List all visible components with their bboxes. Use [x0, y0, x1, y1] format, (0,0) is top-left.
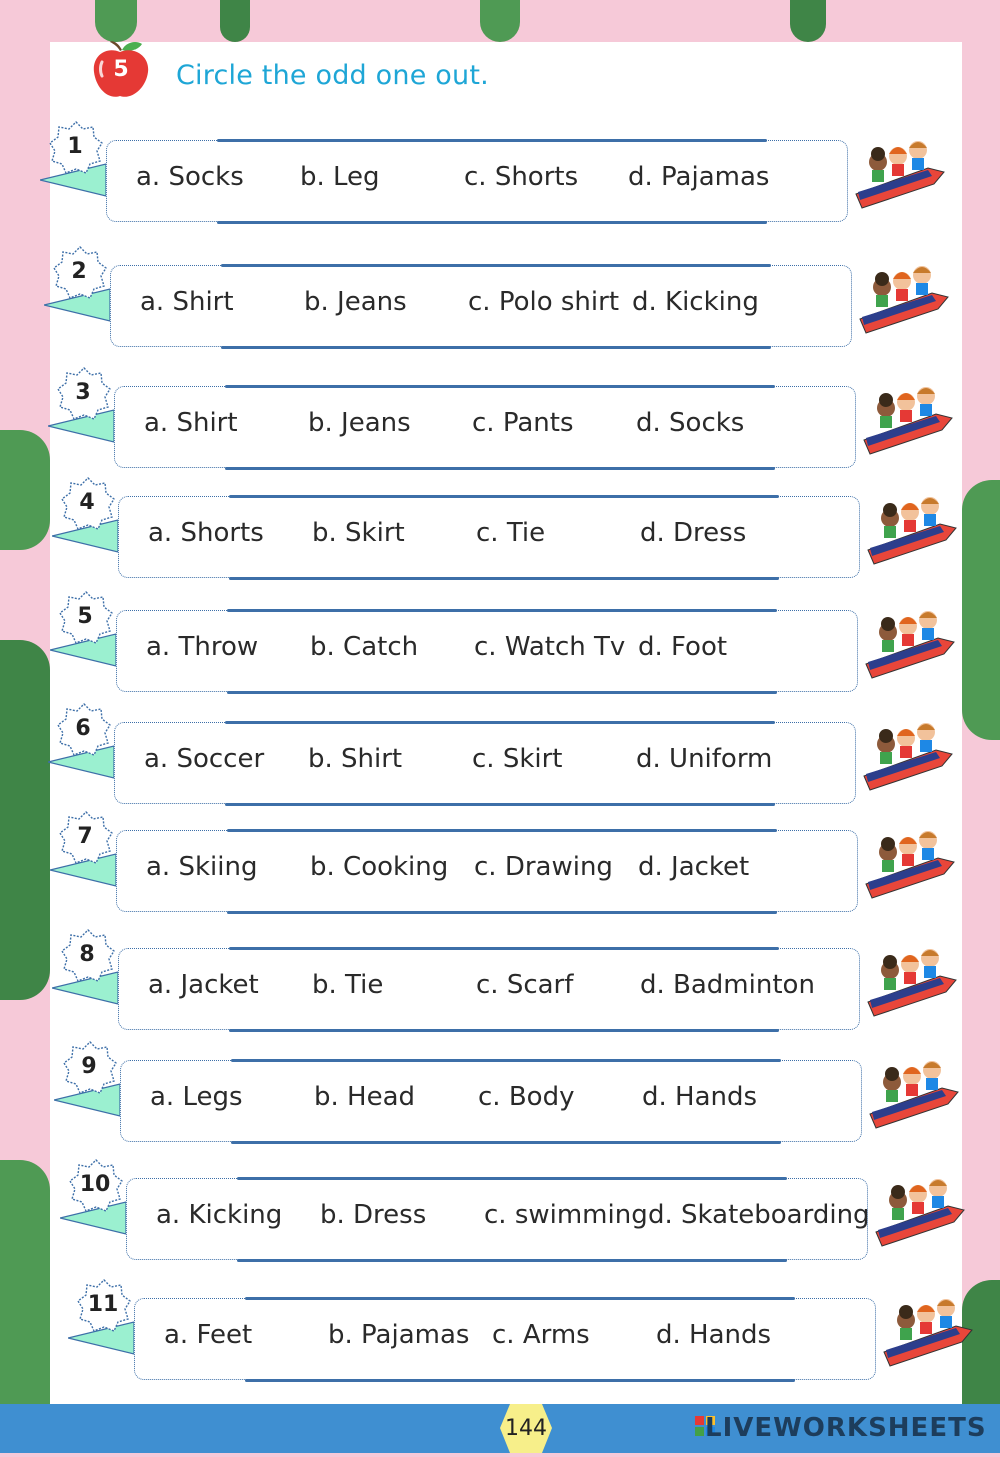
cactus-decoration: [95, 0, 137, 42]
question-number-badge: [76, 1278, 136, 1338]
option-c[interactable]: c. Scarf: [476, 970, 574, 1000]
question-row: [62, 1040, 962, 1150]
question-number: 8: [79, 942, 95, 967]
question-row: [48, 120, 948, 230]
option-c[interactable]: c. Skirt: [472, 744, 563, 774]
question-row: [58, 810, 958, 920]
question-number: 11: [87, 1292, 119, 1317]
question-number-badge: [62, 1040, 122, 1100]
cactus-decoration: [962, 480, 1000, 740]
question-number: 6: [75, 716, 91, 741]
option-c[interactable]: c. Polo shirt: [468, 287, 620, 317]
question-number-badge: [56, 702, 116, 762]
option-d[interactable]: d. Skateboarding: [648, 1200, 870, 1230]
option-b[interactable]: b. Dress: [320, 1200, 427, 1230]
cactus-decoration: [480, 0, 520, 42]
question-number: 3: [75, 380, 91, 405]
cactus-decoration: [790, 0, 826, 42]
question-number-badge: [48, 120, 108, 180]
question-number-badge: [60, 476, 120, 536]
question-number-badge: [52, 245, 112, 305]
option-b[interactable]: b. Tie: [312, 970, 384, 1000]
question-row: [52, 245, 952, 355]
question-number-badge: [58, 810, 118, 870]
exercise-instruction: Circle the odd one out.: [176, 60, 489, 91]
option-b[interactable]: b. Skirt: [312, 518, 405, 548]
option-d[interactable]: d. Badminton: [640, 970, 815, 1000]
option-c[interactable]: c. Watch Tv: [474, 632, 626, 662]
question-number: 9: [81, 1054, 97, 1079]
cactus-decoration: [0, 1160, 50, 1404]
option-d[interactable]: d. Socks: [636, 408, 745, 438]
kids-on-pencil-icon: [860, 940, 960, 1020]
question-row: [76, 1278, 976, 1388]
option-a[interactable]: a. Feet: [164, 1320, 253, 1350]
option-c[interactable]: c. Pants: [472, 408, 574, 438]
option-b[interactable]: b. Jeans: [304, 287, 407, 317]
kids-on-pencil-icon: [860, 488, 960, 568]
watermark-text: LIVEWORKSHEETS: [705, 1413, 987, 1443]
kids-on-pencil-icon: [858, 602, 958, 682]
option-c[interactable]: c. Arms: [492, 1320, 590, 1350]
question-number: 10: [79, 1172, 111, 1197]
page-number-badge: [500, 1404, 552, 1453]
option-c[interactable]: c. Body: [478, 1082, 575, 1112]
option-a[interactable]: a. Legs: [150, 1082, 243, 1112]
question-number: 2: [71, 259, 87, 284]
option-b[interactable]: b. Head: [314, 1082, 416, 1112]
option-b[interactable]: b. Cooking: [310, 852, 449, 882]
kids-on-pencil-icon: [858, 822, 958, 902]
option-a[interactable]: a. Jacket: [148, 970, 259, 1000]
option-d[interactable]: d. Foot: [638, 632, 728, 662]
option-a[interactable]: a. Kicking: [156, 1200, 283, 1230]
option-d[interactable]: d. Kicking: [632, 287, 759, 317]
question-number-badge: [68, 1158, 128, 1218]
option-c[interactable]: c. Shorts: [464, 162, 579, 192]
question-row: [60, 928, 960, 1038]
option-a[interactable]: a. Soccer: [144, 744, 265, 774]
option-b[interactable]: b. Jeans: [308, 408, 411, 438]
exercise-number: 5: [113, 57, 129, 82]
option-a[interactable]: a. Shirt: [144, 408, 238, 438]
option-a[interactable]: a. Skiing: [146, 852, 258, 882]
option-a[interactable]: a. Shirt: [140, 287, 234, 317]
option-d[interactable]: d. Uniform: [636, 744, 773, 774]
question-number: 1: [67, 134, 83, 159]
cactus-decoration: [0, 430, 50, 550]
option-c[interactable]: c. Tie: [476, 518, 546, 548]
cactus-decoration: [220, 0, 250, 42]
option-d[interactable]: d. Hands: [656, 1320, 772, 1350]
page-number: 144: [505, 1416, 547, 1441]
option-d[interactable]: d. Hands: [642, 1082, 758, 1112]
option-b[interactable]: b. Pajamas: [328, 1320, 470, 1350]
question-number: 5: [77, 604, 93, 629]
question-number-badge: [56, 366, 116, 426]
option-a[interactable]: a. Shorts: [148, 518, 264, 548]
question-row: [56, 702, 956, 812]
kids-on-pencil-icon: [862, 1052, 962, 1132]
option-c[interactable]: c. Drawing: [474, 852, 613, 882]
question-number: 7: [77, 824, 93, 849]
question-number-badge: [60, 928, 120, 988]
option-b[interactable]: b. Leg: [300, 162, 380, 192]
question-row: [68, 1158, 968, 1268]
kids-on-pencil-icon: [852, 257, 952, 337]
cactus-decoration: [0, 640, 50, 1000]
question-number-badge: [58, 590, 118, 650]
kids-on-pencil-icon: [856, 714, 956, 794]
kids-on-pencil-icon: [848, 132, 948, 212]
kids-on-pencil-icon: [868, 1170, 968, 1250]
question-row: [56, 366, 956, 476]
option-b[interactable]: b. Shirt: [308, 744, 403, 774]
option-a[interactable]: a. Throw: [146, 632, 259, 662]
option-d[interactable]: d. Jacket: [638, 852, 750, 882]
option-c[interactable]: c. swimming: [484, 1200, 648, 1230]
option-d[interactable]: d. Dress: [640, 518, 747, 548]
kids-on-pencil-icon: [856, 378, 956, 458]
question-row: [58, 590, 958, 700]
option-d[interactable]: d. Pajamas: [628, 162, 770, 192]
option-b[interactable]: b. Catch: [310, 632, 419, 662]
question-number: 4: [79, 490, 95, 515]
option-a[interactable]: a. Socks: [136, 162, 244, 192]
kids-on-pencil-icon: [876, 1290, 976, 1370]
question-row: [60, 476, 960, 586]
